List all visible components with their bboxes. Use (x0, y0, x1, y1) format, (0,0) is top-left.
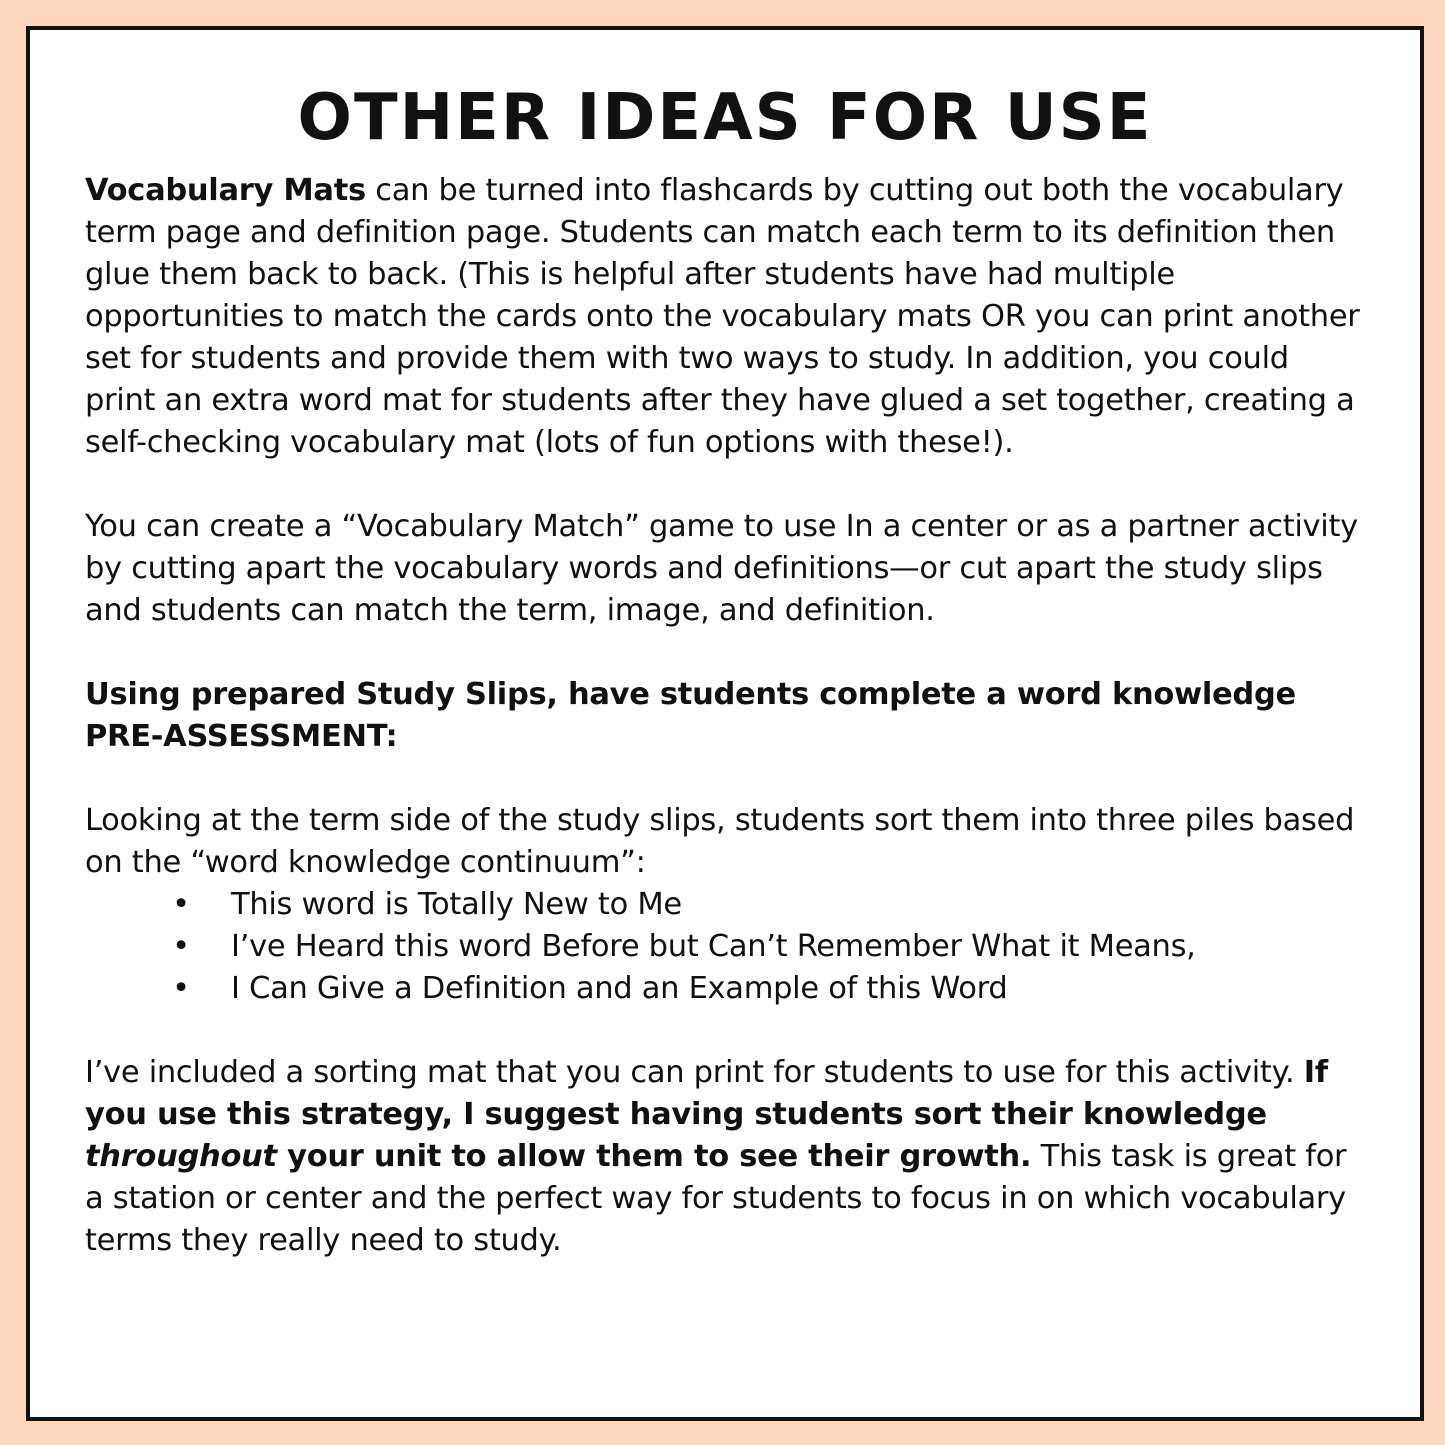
bold-text: If you use this strategy, I suggest having students sort their knowledge (85, 1055, 1328, 1132)
list-item-text: I Can Give a Definition and an Example of this Word (231, 971, 1008, 1006)
bold-italic-text: throughout (85, 1139, 277, 1174)
paragraph-sorting-instructions: Looking at the term side of the study slips, students sort them into three piles based on the “word knowledge continuum”: (85, 803, 1355, 880)
document-page (26, 26, 1424, 1421)
paragraph-pre-assessment-heading (85, 674, 1365, 758)
document-body (85, 170, 1365, 1262)
paragraph-vocabulary-match: You can create a “Vocabulary Match” game to use In a center or as a partner activity by cutting apart the vocabulary words and definitions—or cut apart the study slips and students can match the term, image, and definition. (85, 509, 1358, 628)
list-item (85, 884, 1365, 926)
bold-heading: Using prepared Study Slips, have students complete a word knowledge PRE-ASSESSMENT: (85, 677, 1296, 754)
spacer (85, 1010, 1365, 1052)
paragraph-text: can be turned into flashcards by cutting out both the vocabulary term page and definition page. Students can match each term to its definition then glue them back to back. (This is helpful after students have had multiple opportunities to match the cards onto the vocabulary mats OR you can print another set for students and provide them with two ways to study. In addition, you could print an extra word mat for students after they have glued a set together, creating a self-checking vocabulary mat (lots of fun options with these!). (85, 173, 1360, 460)
paragraph-vocabulary-mats (85, 170, 1365, 464)
bold-lead: Vocabulary Mats (85, 173, 366, 208)
spacer (85, 632, 1365, 674)
paragraph-sorting-mat (85, 1052, 1365, 1262)
bullet-icon: • (172, 971, 190, 1006)
paragraph-text: I’ve included a sorting mat that you can print for students to use for this activity. (85, 1055, 1304, 1090)
list-item (85, 968, 1365, 1010)
list-item (85, 926, 1365, 968)
list-item-text: This word is Totally New to Me (231, 887, 682, 922)
page-title: OTHER IDEAS FOR USE (297, 81, 1153, 155)
bold-text: your unit to allow them to see their growth. (276, 1139, 1032, 1174)
spacer (85, 464, 1365, 506)
paragraph-text: This task is great for a station or center and the perfect way for students to focus in on which vocabulary terms they really need to study. (85, 1139, 1347, 1258)
bullet-list (85, 884, 1365, 1010)
list-item-text: I’ve Heard this word Before but Can’t Remember What it Means, (231, 929, 1196, 964)
spacer (85, 758, 1365, 800)
bullet-icon: • (172, 929, 190, 964)
bullet-icon: • (172, 887, 190, 922)
